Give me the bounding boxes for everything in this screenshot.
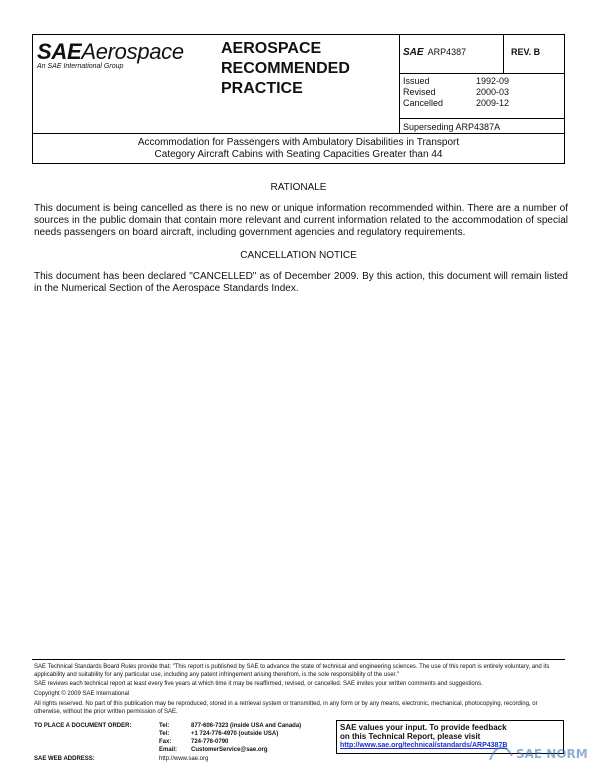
date-label: Cancelled <box>403 98 444 108</box>
rationale-text: This document is being cancelled as there is no new or unique information recommended within. There are a number of sources in the public domain that contain more relevant and current information related to the accommodation of special needs passengers on board aircraft, including government agencies and regulatory requirements. <box>34 203 568 238</box>
feedback-text: on this Technical Report, please visit <box>340 732 481 741</box>
contact-row <box>34 738 351 746</box>
superseding-note: Superseding ARP4387A <box>403 122 501 132</box>
date-label: Revised <box>403 87 436 97</box>
date-row <box>403 87 553 98</box>
date-row <box>403 76 553 87</box>
header-divider <box>503 35 504 73</box>
logo-sae: SAE <box>37 39 82 64</box>
contact-label: Email: <box>159 747 178 753</box>
contact-label: Tel: <box>159 731 170 737</box>
date-value: 1992-09 <box>476 76 510 86</box>
contact-label: Tel: <box>159 723 170 729</box>
contact-row <box>34 730 351 738</box>
date-row <box>403 98 553 109</box>
revision-label: REV. B <box>511 47 541 57</box>
date-history <box>403 76 553 109</box>
date-value: 2009-12 <box>476 98 510 108</box>
swoosh-icon <box>490 747 512 760</box>
sae-mini-logo: SAE <box>403 47 424 58</box>
date-label: Issued <box>403 76 430 86</box>
contact-value: 877-606-7323 (inside USA and Canada) <box>191 723 302 729</box>
contact-row <box>34 746 351 754</box>
order-contacts <box>34 722 351 754</box>
web-address-label: SAE WEB ADDRESS: <box>34 756 95 762</box>
header-divider <box>399 73 564 74</box>
contact-label: Fax: <box>159 739 172 745</box>
footer-rules-text: SAE Technical Standards Board Rules provide that: "This report is published by SAE to advance the state of technical and engineering sciences. The use of this report is entirely voluntary, and its applicability and suitability for any particular use, including any patent infringement arising therefrom, is the sole responsibility of the user." <box>34 664 550 678</box>
cancellation-text: This document has been declared "CANCELLED" as of December 2009. By this action, this document will remain listed in the Numerical Section of the Aerospace Standards Index. <box>34 271 568 294</box>
web-address <box>34 756 208 762</box>
sae-norm-watermark <box>482 738 592 768</box>
watermark-text: SAE NORM <box>516 747 588 761</box>
contact-value: 724-776-0790 <box>191 739 229 745</box>
order-label: TO PLACE A DOCUMENT ORDER: <box>34 723 132 729</box>
rationale-heading: RATIONALE <box>270 182 327 193</box>
contact-row <box>34 722 351 730</box>
subject-line: Accommodation for Passengers with Ambulatory Disabilities in Transport <box>137 137 460 148</box>
logo-aerospace: Aerospace <box>81 39 184 64</box>
document-subject <box>32 134 565 164</box>
document-number <box>403 47 466 58</box>
header-box <box>32 34 565 134</box>
footer-rights-text: All rights reserved. No part of this publication may be reproduced, stored in a retrieval system or transmitted, in any form or by any means, electronic, mechanical, photocopying, recording, or otherwise, without the prior written permission of SAE. <box>34 701 538 715</box>
date-value: 2000-03 <box>476 87 510 97</box>
web-address-link[interactable]: http://www.sae.org <box>159 756 209 762</box>
footer-copyright: Copyright © 2009 SAE International <box>34 691 130 697</box>
footer-review-text: SAE reviews each technical report at least every five years at which time it may be reaffirmed, revised, or cancelled. SAE invites your written comments and suggestions. <box>34 681 483 687</box>
contact-email-link[interactable]: CustomerService@sae.org <box>191 747 268 753</box>
subject-line: Category Aircraft Cabins with Seating Capacities Greater than 44 <box>154 149 443 160</box>
document-type-title: AEROSPACE RECOMMENDED PRACTICE <box>221 40 350 97</box>
feedback-text: SAE values your input. To provide feedback <box>340 723 507 732</box>
feedback-link[interactable]: http://www.sae.org/technical/standards/ARP4387B <box>340 742 508 749</box>
footer-rule <box>32 659 565 660</box>
document-number-value: ARP4387 <box>427 47 467 57</box>
cancellation-heading: CANCELLATION NOTICE <box>240 250 357 261</box>
header-divider <box>399 118 564 119</box>
sae-aerospace-logo <box>37 39 184 70</box>
logo-subtitle: An SAE International Group <box>37 63 124 70</box>
contact-value: +1 724-776-4970 (outside USA) <box>191 731 279 737</box>
